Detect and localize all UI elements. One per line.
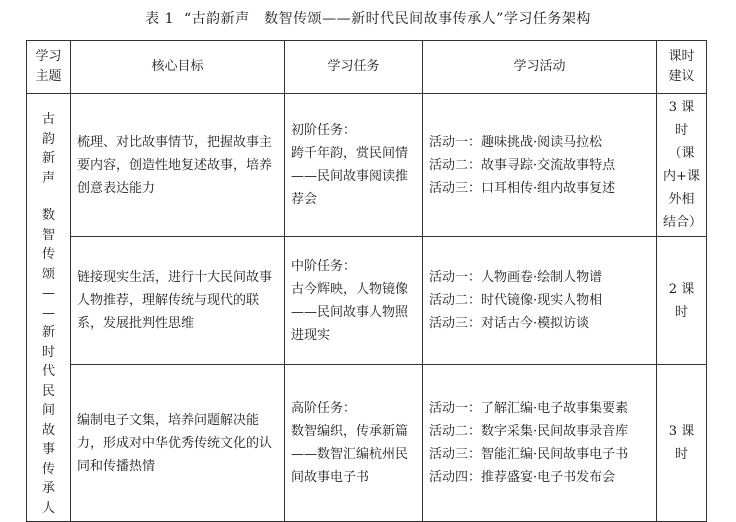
activity-cell [423, 237, 657, 365]
goal-cell: 梳理、对比故事情节，把握故事主要内容，创造性地复述故事，培养创意表达能力 [71, 94, 285, 237]
goal-cell: 链接现实生活，进行十大民间故事人物推荐，理解传统与现代的联系，发展批判性思维 [71, 237, 285, 365]
table-label: 表 1 [145, 11, 175, 27]
header-row [27, 41, 707, 94]
activity-item: 活动二：时代镜像·现实人物相 [429, 293, 603, 308]
task-cell [285, 237, 423, 365]
activity-item: 活动一：趣味挑战·阅读马拉松 [429, 134, 603, 150]
hours-cell: 2 课时 [657, 237, 707, 365]
task-body: 古今辉映，人物镜像——民间故事人物照进现实 [291, 281, 409, 343]
theme-cell [27, 94, 71, 522]
task-cell [285, 365, 423, 522]
theme-vertical-text: 古 韵 新 声 数 智 传 颂 — — 新 时 代 民 间 故 事 传 承 人 [41, 112, 55, 516]
header-theme: 学习主题 [27, 41, 71, 94]
hours-cell: 3 课时（课内+课外相结合） [657, 94, 707, 237]
activity-item: 活动二：数字采集·民间故事录音库 [429, 424, 629, 439]
task-body: 跨千年韵，赏民间情——民间故事阅读推荐会 [291, 146, 409, 207]
header-goal: 核心目标 [71, 41, 285, 94]
task-title: 初阶任务： [291, 123, 357, 138]
task-title: 中阶任务： [291, 258, 357, 274]
table-row [27, 237, 707, 365]
header-activity: 学习活动 [423, 41, 657, 94]
task-title: 高阶任务： [291, 401, 357, 416]
activity-item: 活动三：口耳相传·组内故事复述 [429, 180, 616, 196]
activity-item: 活动四：推荐盛宴·电子书发布会 [429, 470, 616, 485]
table-title: “古韵新声 数智传颂——新时代民间故事传承人”学习任务架构 [184, 11, 591, 27]
activity-item: 活动一：了解汇编·电子故事集要素 [429, 401, 629, 416]
activity-item: 活动三：对话古今·模拟访谈 [429, 316, 590, 331]
task-cell [285, 94, 423, 237]
header-task: 学习任务 [285, 41, 423, 94]
goal-cell: 编制电子文集，培养问题解决能力，形成对中华优秀传统文化的认同和传播热情 [71, 365, 285, 522]
header-hours: 课时建议 [657, 41, 707, 94]
table-row [27, 365, 707, 522]
task-framework-table [26, 40, 707, 522]
activity-cell [423, 365, 657, 522]
table-caption [0, 8, 736, 28]
hours-cell: 3 课时 [657, 365, 707, 522]
activity-item: 活动一：人物画卷·绘制人物谱 [429, 270, 603, 285]
activity-cell [423, 94, 657, 237]
table-row [27, 94, 707, 237]
activity-item: 活动二：故事寻踪·交流故事特点 [429, 157, 616, 173]
activity-item: 活动三：智能汇编·民间故事电子书 [429, 447, 629, 462]
task-body: 数智编织，传承新篇——数智汇编杭州民间故事电子书 [291, 424, 409, 485]
